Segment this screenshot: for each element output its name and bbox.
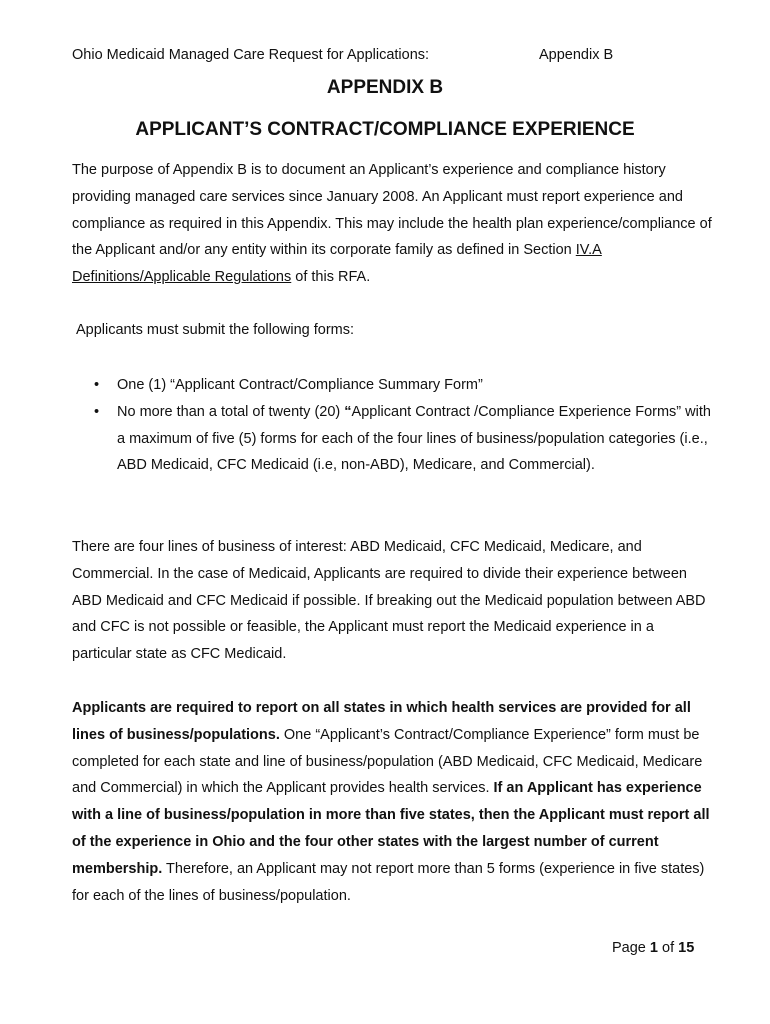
list-item-bold-quote: “ bbox=[344, 403, 352, 420]
bullet-icon: • bbox=[94, 377, 100, 393]
page-number-footer bbox=[612, 940, 694, 956]
page-label: Page bbox=[612, 940, 650, 956]
of-label: of bbox=[657, 940, 679, 956]
appendix-subheading: APPLICANT’S CONTRACT/COMPLIANCE EXPERIENCE bbox=[135, 119, 635, 140]
forms-list bbox=[72, 372, 712, 479]
requirements-text-2: Therefore, an Applicant may not report more than 5 forms (experience in five states) for each of the lines of business/population. bbox=[72, 860, 705, 904]
requirements-bold-text-2: If an Applicant has experience with a line of business/population in more than five states, then the Applicant must report all of the experience in Ohio and the four other states with the largest number of current membership. bbox=[72, 780, 710, 877]
requirements-bold-text: Applicants are required to report on all states in which health services are provided for all lines of business/populations. bbox=[72, 700, 691, 743]
forms-intro-paragraph: Applicants must submit the following forms: bbox=[76, 322, 355, 338]
running-header-title: Ohio Medicaid Managed Care Request for Applications: bbox=[72, 47, 430, 63]
intro-paragraph bbox=[72, 157, 712, 291]
list-item bbox=[72, 399, 712, 479]
intro-text: The purpose of Appendix B is to document an Applicant’s experience and compliance history providing managed care services since January 2008. An Applicant must report experience and compliance as required in this Appendix. This may include the health plan experience/compliance of the Applicant and/or any entity within its corporate family as defined in Section bbox=[72, 162, 712, 259]
requirements-paragraph bbox=[72, 695, 712, 909]
bullet-icon: • bbox=[94, 403, 100, 420]
current-page-number: 1 bbox=[649, 940, 658, 956]
requirements-text: One “Applicant’s Contract/Compliance Experience” form must be completed for each state and line of business/population (ABD Medicaid, CFC Medicaid, Medicare and Commercial) in which the Applicant provides health services. bbox=[72, 726, 703, 797]
section-reference-link[interactable]: IV.A Definitions/Applicable Regulations bbox=[72, 242, 602, 286]
lines-of-business-paragraph: There are four lines of business of interest: ABD Medicaid, CFC Medicaid, Medicare, and Commercial. In the case of Medicaid, Applicants are required to divide their experience between ABD Medicaid and CFC Medicaid if possible. If breaking out the Medicaid population between ABD and CFC is not possible or feasible, the Applicant must report the Medicaid experience in a particular state as CFC Medicaid. bbox=[72, 539, 706, 663]
list-item bbox=[72, 372, 712, 399]
running-header-appendix: Appendix B bbox=[539, 47, 614, 63]
list-item-text: No more than a total of twenty (20) bbox=[117, 403, 345, 420]
list-item-text: One (1) “Applicant Contract/Compliance Summary Form” bbox=[117, 377, 483, 393]
list-item-text-rest: Applicant Contract /Compliance Experience Forms” with a maximum of five (5) forms for each of the four lines of business/population categories (i.e., ABD Medicaid, CFC Medicaid (i.e, non-ABD), Medicare, and Commercial). bbox=[117, 403, 711, 474]
appendix-heading: APPENDIX B bbox=[326, 77, 444, 98]
total-pages-number: 15 bbox=[678, 940, 695, 956]
intro-text-end: of this RFA. bbox=[291, 269, 371, 286]
